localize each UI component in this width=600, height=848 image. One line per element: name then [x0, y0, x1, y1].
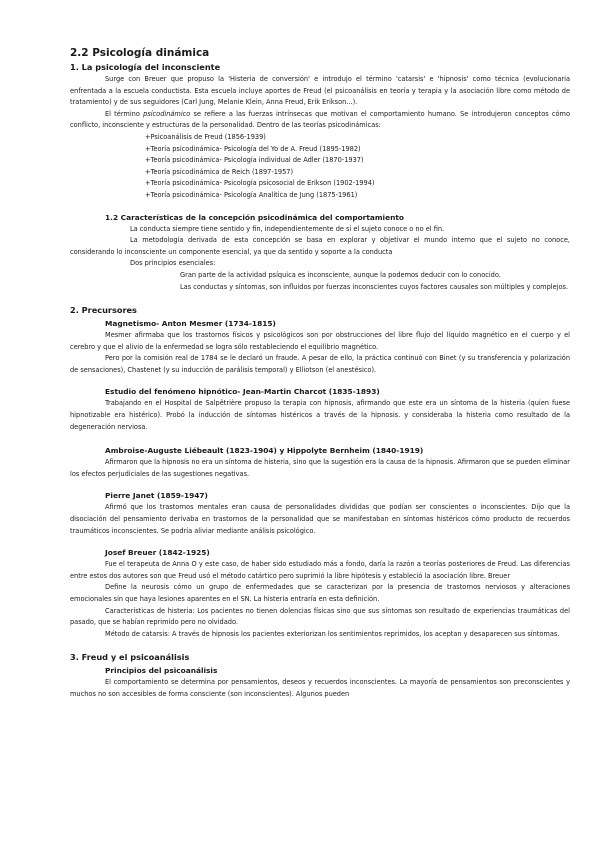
paragraph-breuer-4: Método de catarsis: A través de hipnosis los pacientes exteriorizan los sentimientos reprimidos, los aceptan y desaparecen sus síntomas. [105, 629, 560, 638]
paragraph-psicodinamico-pre: El término [105, 109, 144, 118]
list-item: +Teoría psicodinámica- Psicología del Yo de A. Freud (1895-1982) [145, 144, 361, 153]
list-item: +Teoría psicodinámica- Psicología individual de Adler (1870-1937) [145, 156, 364, 165]
paragraph-liebeault: Afirmaron que la hipnosis no era un síntoma de histeria, sino que la sugestión era la causa de la hipnosis. Afirmaron que se pueden eliminar los efectos perjudiciales de las sugestiones negativas. [70, 458, 570, 478]
theories-list [70, 132, 570, 202]
paragraph-psicodinamico-post: se refiere a las fuerzas intrínsecas que motivan el comportamiento humano. Se introdujeron conceptos cómo conflicto, inconsciente y estructuras de la personalidad. Dentro de las teorías psicodinámicas: [70, 109, 570, 130]
principle-2: Las conductas y síntomas, son influidos por fuerzas inconscientes cuyos factores causales son múltiples y complejos. [180, 282, 569, 291]
term-psicodinamico: psicodinámico [143, 109, 191, 118]
paragraph-psicodinamico [70, 109, 570, 132]
section-title: 2.2 Psicología dinámica [70, 47, 210, 59]
heading-charcot: Estudio del fenómeno hipnótico- Jean-Martin Charcot (1835-1893) [105, 387, 380, 397]
paragraph-breuer-1: Fue el terapeuta de Anna O y este caso, de haber sido estudiado más a fondo, daría la razón a teorías posteriores de Freud. Las diferencias entre estos dos autores son que Freud usó el método catártico pero suprimió la libre hipótesis y estableció la asociación libre. Breuer [70, 560, 570, 580]
list-item: +Teoría psicodinámica- Psicología psicosocial de Erikson (1902-1994) [145, 179, 375, 188]
paragraph-breuer-intro: Surge con Breuer que propuso la 'Histeria de conversión' e introdujo el término 'catarsis' e 'hipnosis' como técnica (evolucionaria enfrentada a la escuela conductista. Esta escuela incluye aportes de Freud (el psicoanálisis en teoría y terapia y la asociación libre como método de tratamiento) y de sus seguidores (Carl Jung, Melanie Klein, Anna Freud, Erik Erikson...). [70, 75, 570, 107]
paragraph-breuer-2: Define la neurosis cómo un grupo de enfermedades que se caracterizan por la presencia de trastornos nerviosos y alteraciones emocionales sin que haya lesiones aparentes en el SN. La histeria entraría en esta definición. [70, 583, 570, 603]
heading-principios-psicoanalisis: Principios del psicoanálisis [105, 666, 218, 676]
heading-breuer: Josef Breuer (1842-1925) [105, 548, 210, 558]
paragraph-comportamiento: El comportamiento se determina por pensamientos, deseos y recuerdos inconscientes. La mayoría de pensamientos son preconscientes y muchos no son accesibles de forma consciente (son inconscientes). Algunos pueden [70, 678, 570, 698]
paragraph-janet: Afirmó que los trastornos mentales eran causa de personalidades divididas que podían ser conscientes o inconscientes. Dijo que la disociación del pensamiento derivaba en trastornos de la personalidad que se manifestaban en síntomas histéricos cómo producto de recuerdos traumáticos inconscientes. Se podría aliviar mediante análisis psicológico. [70, 503, 570, 535]
paragraph-metodologia: La metodología derivada de esta concepción se basa en explorar y objetivar el mundo interno que el sujeto no conoce, considerando lo inconsciente un componente esencial, ya que da sentido y soporte a la conducta [70, 236, 570, 256]
paragraph-mesmer-2: Pero por la comisión real de 1784 se le declaró un fraude. A pesar de ello, la práctica continuó con Binet (y su transferencia y polarización de sensaciones), Chastenet (y su inducción de parálisis temporal) y Elliotson (el anestésico). [70, 354, 570, 374]
heading-liebeault: Ambroise-Auguste Liébeault (1823-1904) y Hippolyte Bernheim (1840-1919) [105, 446, 424, 456]
paragraph-principios: Dos principios esenciales: [130, 259, 216, 268]
list-item: +Psicoanálisis de Freud (1856-1939) [145, 132, 266, 141]
paragraph-conducta: La conducta siempre tiene sentido y fin, independientemente de si el sujeto conoce o no el fin. [130, 224, 445, 233]
heading-janet: Pierre Janet (1859-1947) [105, 491, 208, 501]
list-item: +Teoría psicodinámica de Reich (1897-1957) [145, 167, 294, 176]
list-item: +Teoría psicodinámica- Psicología Analítica de Jung (1875-1961) [145, 190, 358, 199]
paragraph-charcot: Trabajando en el Hospital de Salpêtrière propuso la terapia con hipnosis, afirmando que este era un síntoma de la histeria (quien fuese hipnotizable era histérico). Probó la inducción de síntomas histéricos a través de la hipnosis. y consideraba la histeria como resultado de la degeneración nerviosa. [70, 399, 570, 431]
paragraph-mesmer-1: Mesmer afirmaba que los trastornos físicos y psicológicos son por obstrucciones del libre flujo del líquido magnético en el cuerpo y el cerebro y que el alivio de la enfermedad se logra sólo restableciendo el equilibrio magnético. [70, 331, 570, 351]
principle-1: Gran parte de la actividad psíquica es inconsciente, aunque la podemos deducir con lo conocido. [180, 270, 501, 279]
paragraph-breuer-3: Características de histeria: Los pacientes no tienen dolencias físicas sino que sus síntomas son resultado de experiencias traumáticas del pasado, que se habían reprimido pero no olvidado. [70, 606, 570, 627]
heading-precursores: 2. Precursores [70, 305, 137, 316]
heading-freud: 3. Freud y el psicoanálisis [70, 652, 190, 663]
heading-inconsciente: 1. La psicología del inconsciente [70, 62, 221, 72]
heading-caracteristicas: 1.2 Características de la concepción psicodinámica del comportamiento [105, 212, 404, 222]
heading-mesmer: Magnetismo- Anton Mesmer (1734-1815) [105, 319, 276, 329]
